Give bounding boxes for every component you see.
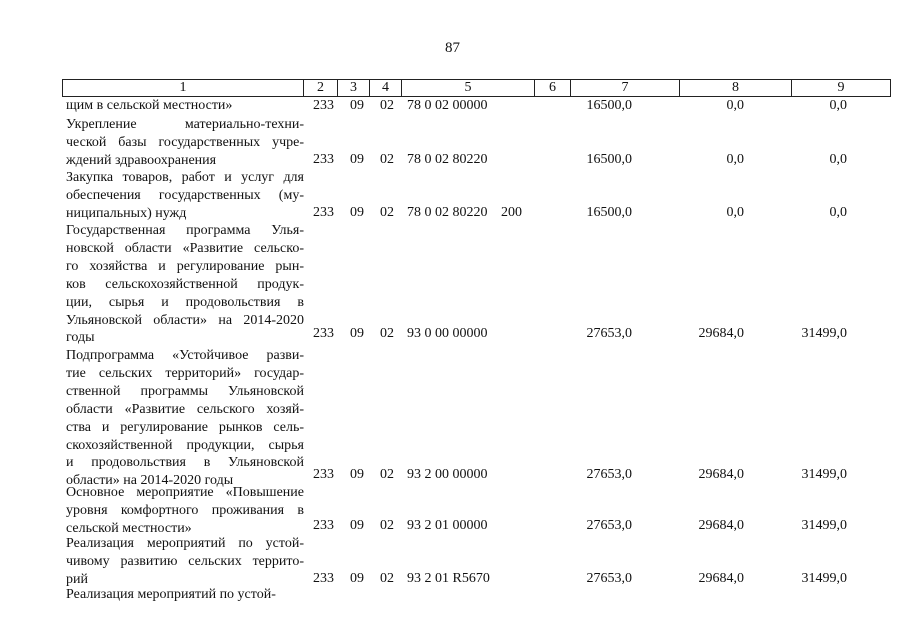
description-line: го хозяйства и регулирование рын- [66, 258, 304, 274]
cell-c5: 93 2 00 00000 [407, 467, 488, 482]
description-line: уровня комфортного проживания в [66, 502, 304, 518]
header-col-3: 3 [338, 80, 370, 96]
description-line: области «Развитие сельского хозяй- [66, 401, 304, 417]
description-line: Основное мероприятие «Повышение [66, 485, 304, 500]
cell-c9: 31499,0 [801, 571, 847, 586]
cell-c8: 0,0 [726, 98, 744, 113]
cell-c8: 0,0 [726, 152, 744, 167]
cell-c9: 31499,0 [801, 326, 847, 341]
cell-c7: 27653,0 [586, 467, 632, 482]
cell-c5: 93 0 00 00000 [407, 326, 488, 341]
cell-c9: 0,0 [829, 205, 847, 220]
row-description [66, 347, 304, 490]
header-col-7: 7 [571, 80, 680, 96]
cell-c9: 31499,0 [801, 518, 847, 533]
cell-c8: 29684,0 [698, 571, 744, 586]
description-line: рий [66, 571, 88, 587]
cell-c2: 233 [313, 571, 334, 586]
cell-c4: 02 [380, 326, 394, 341]
cell-c7: 16500,0 [586, 152, 632, 167]
cell-c4: 02 [380, 467, 394, 482]
description-line: обеспечения государственных (му- [66, 187, 304, 203]
description-line: ков сельскохозяйственной продук- [66, 276, 304, 292]
cell-c8: 0,0 [726, 205, 744, 220]
cell-c7: 16500,0 [586, 98, 632, 113]
header-col-5: 5 [402, 80, 535, 96]
cell-c4: 02 [380, 518, 394, 533]
cell-c7: 16500,0 [586, 205, 632, 220]
row-description [66, 535, 304, 589]
cell-c4: 02 [380, 571, 394, 586]
cell-c2: 233 [313, 467, 334, 482]
cell-c7: 27653,0 [586, 518, 632, 533]
description-line: ции, сырья и продовольствия в [66, 294, 304, 310]
cell-c3: 09 [350, 205, 364, 220]
description-line: Укрепление материально-техни- [66, 117, 304, 132]
cell-c3: 09 [350, 152, 364, 167]
cell-c8: 29684,0 [698, 326, 744, 341]
cell-c2: 233 [313, 205, 334, 220]
cell-c3: 09 [350, 571, 364, 586]
description-line: Ульяновской области» на 2014-2020 [66, 312, 304, 328]
header-col-6: 6 [535, 80, 571, 96]
row-description [66, 116, 304, 170]
cell-c3: 09 [350, 326, 364, 341]
header-col-2: 2 [304, 80, 338, 96]
description-line: ства и регулирование рынков сель- [66, 419, 304, 435]
cell-c3: 09 [350, 518, 364, 533]
description-line: Реализация мероприятий по устой- [66, 536, 304, 551]
cell-c5: 78 0 02 80220 [407, 205, 488, 220]
cell-c7: 27653,0 [586, 571, 632, 586]
cell-c8: 29684,0 [698, 518, 744, 533]
description-line: сельской местности» [66, 520, 192, 536]
cell-c5: 93 2 01 R5670 [407, 571, 490, 586]
cell-c9: 31499,0 [801, 467, 847, 482]
cell-c5: 93 2 01 00000 [407, 518, 488, 533]
description-line: области» на 2014-2020 годы [66, 473, 234, 489]
cell-c2: 233 [313, 152, 334, 167]
cell-c5: 78 0 02 00000 [407, 98, 488, 113]
cell-c4: 02 [380, 152, 394, 167]
cell-c4: 02 [380, 98, 394, 113]
row-description [66, 97, 304, 115]
description-line: Государственная программа Улья- [66, 223, 304, 238]
row-description [66, 169, 304, 223]
description-line: тие сельских территорий» государ- [66, 365, 304, 381]
description-line: ждений здравоохранения [66, 152, 217, 168]
page-number: 87 [445, 40, 460, 56]
row-description [66, 586, 304, 604]
cell-c6: 200 [501, 205, 522, 220]
cell-c8: 29684,0 [698, 467, 744, 482]
cell-c9: 0,0 [829, 152, 847, 167]
cell-c5: 78 0 02 80220 [407, 152, 488, 167]
description-line: ческой базы государственных учре- [66, 134, 304, 150]
description-line: Закупка товаров, работ и услуг для [66, 170, 304, 185]
description-line: и продовольствия в Ульяновской [66, 455, 304, 471]
cell-c2: 233 [313, 98, 334, 113]
cell-c3: 09 [350, 467, 364, 482]
row-description [66, 484, 304, 538]
description-line: чивому развитию сельских террито- [66, 553, 304, 569]
cell-c2: 233 [313, 518, 334, 533]
row-description [66, 222, 304, 347]
description-line: Реализация мероприятий по устой- [66, 587, 276, 602]
description-line: Подпрограмма «Устойчивое разви- [66, 348, 304, 363]
cell-c4: 02 [380, 205, 394, 220]
cell-c3: 09 [350, 98, 364, 113]
table-header [62, 79, 891, 97]
header-col-9: 9 [837, 80, 845, 95]
description-line: ниципальных) нужд [66, 205, 187, 221]
description-line: годы [66, 330, 95, 346]
cell-c2: 233 [313, 326, 334, 341]
description-line: новской области «Развитие сельско- [66, 240, 304, 256]
cell-c7: 27653,0 [586, 326, 632, 341]
description-line: ственной программы Ульяновской [66, 383, 304, 399]
cell-c9: 0,0 [829, 98, 847, 113]
description-line: щим в сельской местности» [66, 98, 233, 113]
header-col-8: 8 [680, 80, 792, 96]
header-col-1: 1 [63, 80, 304, 96]
description-line: скохозяйственной продукции, сырья [66, 437, 304, 453]
header-col-4: 4 [370, 80, 402, 96]
